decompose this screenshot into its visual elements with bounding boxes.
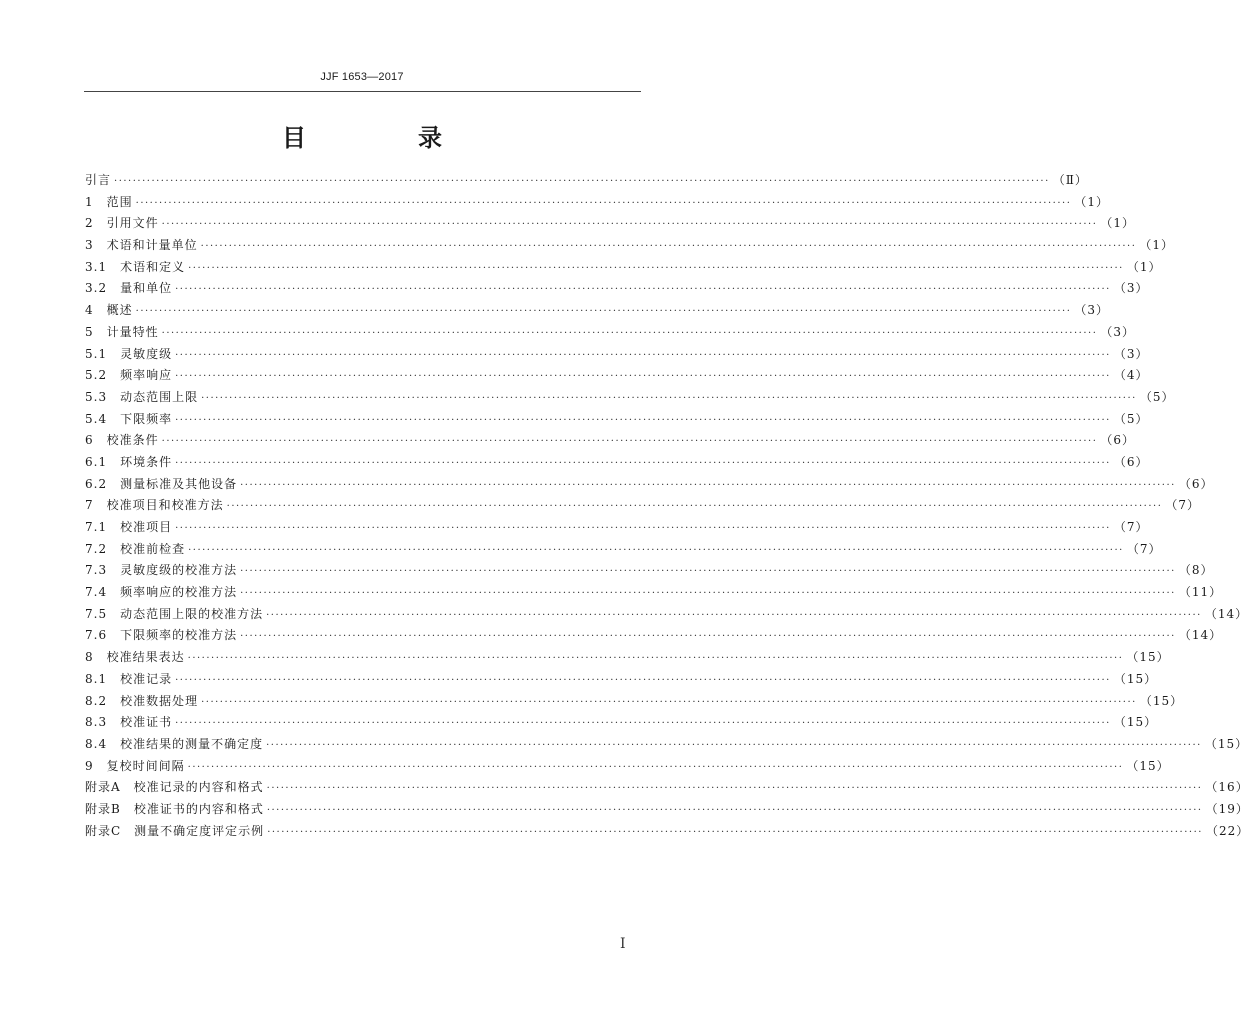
toc-dot-leader: ········································································································································································································: [188, 262, 1124, 274]
toc-dot-leader: ········································································································································································································: [240, 479, 1176, 491]
toc-dot-leader: ········································································································································································································: [240, 566, 1176, 578]
toc-entry-label: 2 引用文件: [85, 216, 159, 231]
toc-dot-leader: ········································································································································································································: [175, 349, 1111, 361]
header-divider: [84, 91, 641, 92]
toc-entry-page: （15）: [1126, 650, 1170, 665]
toc-entry-page: （15）: [1139, 693, 1184, 708]
toc-entry-page: （15）: [1126, 758, 1170, 773]
toc-dot-leader: ········································································································································································································: [175, 718, 1111, 730]
toc-entry[interactable]: [85, 344, 1149, 366]
toc-entry-label: 8 校准结果表达: [85, 650, 185, 665]
toc-dot-leader: ········································································································································································································: [175, 674, 1111, 686]
toc-entry-page: （3）: [1113, 281, 1149, 296]
toc-entry-page: （22）: [1205, 823, 1249, 838]
toc-entry-label: 8.3 校准证书: [85, 715, 173, 730]
toc-dot-leader: ········································································································································································································: [135, 306, 1072, 318]
toc-entry[interactable]: [85, 604, 1249, 626]
page-title: 目 录: [282, 123, 486, 152]
toc-entry[interactable]: [85, 452, 1149, 474]
toc-entry-label: 7.2 校准前检查: [85, 541, 186, 556]
toc-entry-label: 8.2 校准数据处理: [85, 693, 199, 708]
toc-entry-label: 4 概述: [85, 303, 133, 318]
toc-dot-leader: ········································································································································································································: [226, 501, 1163, 513]
toc-dot-leader: ········································································································································································································: [175, 284, 1111, 296]
toc-entry-page: （6）: [1100, 433, 1136, 448]
toc-entry-page: （7）: [1126, 541, 1162, 556]
toc-entry[interactable]: [85, 495, 1201, 517]
toc-entry[interactable]: [85, 474, 1214, 496]
toc-dot-leader: ········································································································································································································: [114, 176, 1050, 187]
toc-entry-label: 1 范围: [85, 194, 133, 209]
toc-entry[interactable]: [85, 647, 1170, 669]
toc-entry-page: （15）: [1204, 736, 1249, 751]
table-of-contents: [85, 170, 1249, 842]
toc-entry-label: 7.6 下限频率的校准方法: [85, 628, 238, 643]
toc-entry-page: （1）: [1100, 216, 1136, 231]
toc-entry-label: 3 术语和计量单位: [85, 238, 198, 253]
toc-entry-page: （1）: [1139, 238, 1175, 253]
toc-entry-page: （7）: [1113, 520, 1149, 534]
toc-dot-leader: ········································································································································································································: [188, 544, 1124, 556]
toc-dot-leader: ········································································································································································································: [267, 826, 1203, 838]
toc-entry-page: （3）: [1113, 346, 1149, 361]
toc-entry-label: 7.5 动态范围上限的校准方法: [85, 606, 264, 621]
toc-entry[interactable]: [85, 712, 1158, 734]
toc-entry[interactable]: [85, 517, 1149, 539]
toc-entry[interactable]: [85, 170, 1088, 192]
toc-entry-label: 引言: [85, 173, 112, 187]
toc-entry[interactable]: [85, 430, 1136, 452]
toc-entry[interactable]: [85, 387, 1175, 409]
toc-entry[interactable]: [85, 300, 1110, 322]
toc-dot-leader: ········································································································································································································: [201, 696, 1137, 708]
toc-entry-label: 6 校准条件: [85, 433, 159, 448]
toc-entry-label: 5.2 频率响应: [85, 368, 173, 383]
toc-entry-page: （19）: [1205, 801, 1249, 816]
toc-entry[interactable]: [85, 322, 1136, 344]
toc-entry-page: （6）: [1178, 476, 1214, 491]
toc-entry-page: （7）: [1165, 498, 1201, 513]
toc-entry[interactable]: [85, 409, 1149, 431]
toc-entry[interactable]: [85, 278, 1149, 300]
toc-entry-label: 3.2 量和单位: [85, 281, 173, 296]
toc-entry[interactable]: [85, 257, 1162, 279]
toc-entry[interactable]: [85, 365, 1149, 387]
toc-entry-page: （11）: [1178, 585, 1223, 600]
toc-entry-label: 3.1 术语和定义: [85, 259, 186, 274]
toc-entry-label: 5.1 灵敏度级: [85, 346, 173, 361]
toc-entry[interactable]: [85, 213, 1136, 235]
toc-dot-leader: ········································································································································································································: [266, 609, 1202, 621]
toc-entry-label: 7.1 校准项目: [85, 520, 173, 534]
toc-entry[interactable]: [85, 691, 1184, 713]
toc-entry-page: （3）: [1100, 324, 1136, 339]
toc-entry-page: （16）: [1205, 780, 1249, 795]
toc-entry[interactable]: [85, 669, 1158, 691]
toc-entry-page: （14）: [1178, 628, 1223, 643]
toc-entry[interactable]: [85, 734, 1249, 756]
toc-dot-leader: ········································································································································································································: [240, 631, 1176, 643]
toc-entry-label: 8.4 校准结果的测量不确定度: [85, 736, 264, 751]
toc-entry-label: 附录B 校准证书的内容和格式: [85, 801, 264, 816]
toc-entry-label: 8.1 校准记录: [85, 671, 173, 686]
toc-dot-leader: ········································································································································································································: [201, 392, 1137, 404]
toc-dot-leader: ········································································································································································································: [175, 414, 1111, 426]
toc-entry-label: 6.2 测量标准及其他设备: [85, 476, 238, 491]
toc-entry-label: 附录C 测量不确定度评定示例: [85, 823, 265, 838]
toc-dot-leader: ········································································································································································································: [161, 219, 1098, 231]
toc-entry-page: （3）: [1074, 303, 1110, 318]
toc-entry-page: （4）: [1113, 368, 1149, 383]
document-code: JJF 1653—2017: [320, 71, 404, 83]
toc-entry[interactable]: [85, 560, 1214, 582]
toc-dot-leader: ········································································································································································································: [240, 588, 1176, 600]
toc-entry-label: 6.1 环境条件: [85, 454, 173, 469]
toc-entry-page: （1）: [1074, 194, 1110, 209]
toc-entry-label: 9 复校时间间隔: [85, 758, 185, 773]
toc-entry[interactable]: [85, 582, 1223, 604]
toc-dot-leader: ········································································································································································································: [175, 371, 1111, 383]
toc-dot-leader: ········································································································································································································: [266, 739, 1202, 751]
toc-entry[interactable]: [85, 821, 1249, 843]
toc-entry[interactable]: [85, 235, 1175, 257]
toc-entry[interactable]: [85, 625, 1223, 647]
toc-entry[interactable]: [85, 192, 1110, 214]
toc-entry-page: （8）: [1178, 563, 1214, 578]
toc-entry-label: 附录A 校准记录的内容和格式: [85, 780, 264, 795]
toc-dot-leader: ········································································································································································································: [175, 523, 1111, 534]
toc-entry[interactable]: [85, 756, 1170, 778]
toc-dot-leader: ········································································································································································································: [161, 327, 1098, 339]
page-number: Ⅰ: [620, 936, 626, 952]
toc-entry-label: 7.4 频率响应的校准方法: [85, 585, 238, 600]
toc-dot-leader: ········································································································································································································: [187, 653, 1124, 665]
toc-entry-page: （15）: [1113, 671, 1158, 686]
toc-entry-page: （5）: [1139, 389, 1175, 404]
toc-entry-page: （6）: [1113, 454, 1149, 469]
toc-dot-leader: ········································································································································································································: [161, 436, 1098, 448]
toc-dot-leader: ········································································································································································································: [187, 761, 1124, 773]
toc-entry-label: 5.3 动态范围上限: [85, 389, 199, 404]
toc-entry-label: 5 计量特性: [85, 324, 159, 339]
toc-dot-leader: ········································································································································································································: [266, 783, 1203, 795]
toc-dot-leader: ········································································································································································································: [266, 804, 1203, 816]
toc-entry-page: （5）: [1113, 411, 1149, 426]
toc-entry-page: （Ⅱ）: [1052, 173, 1088, 187]
toc-entry-label: 7 校准项目和校准方法: [85, 498, 224, 513]
toc-dot-leader: ········································································································································································································: [135, 197, 1072, 209]
toc-entry-label: 7.3 灵敏度级的校准方法: [85, 563, 238, 578]
toc-entry-page: （15）: [1113, 715, 1158, 730]
toc-entry[interactable]: [85, 777, 1249, 799]
toc-entry[interactable]: [85, 539, 1162, 561]
toc-dot-leader: ········································································································································································································: [175, 457, 1111, 469]
toc-entry-page: （1）: [1126, 259, 1162, 274]
toc-entry-label: 5.4 下限频率: [85, 411, 173, 426]
toc-entry-page: （14）: [1204, 606, 1249, 621]
toc-entry[interactable]: [85, 799, 1249, 821]
toc-dot-leader: ········································································································································································································: [200, 241, 1137, 253]
